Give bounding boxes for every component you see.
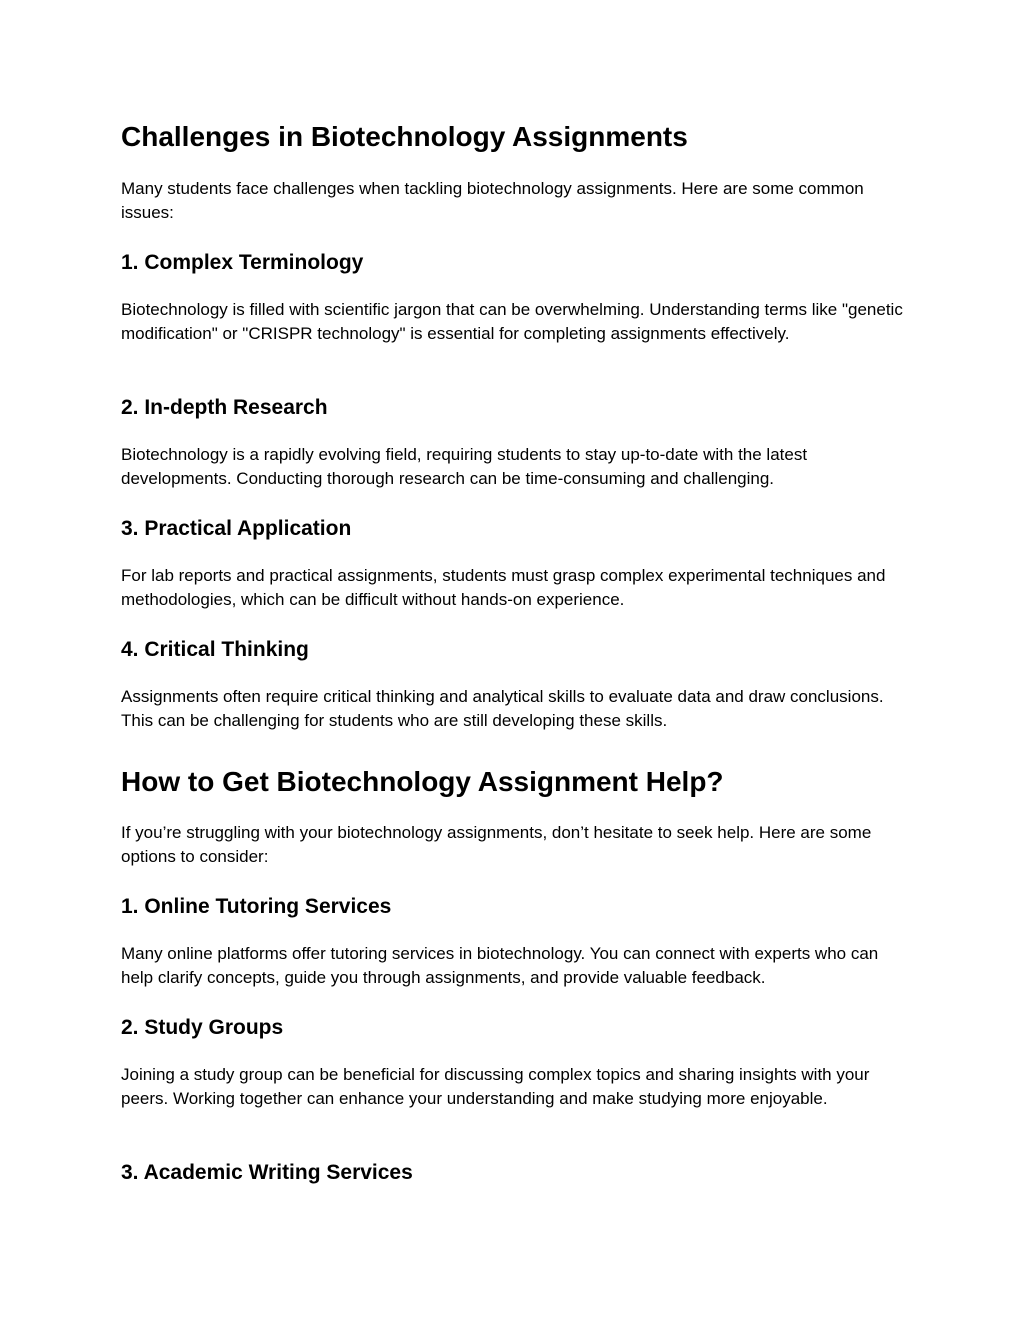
paragraph-practical-application: For lab reports and practical assignments, students must grasp complex experimental techniques and methodologies, which can be difficult without hands-on experience. (121, 566, 886, 609)
subheading-critical-thinking: 4. Critical Thinking (121, 638, 309, 661)
subheading-in-depth-research: 2. In-depth Research (121, 396, 328, 419)
subheading-online-tutoring: 1. Online Tutoring Services (121, 895, 392, 918)
paragraph-complex-terminology: Biotechnology is filled with scientific jargon that can be overwhelming. Understanding terms like "genetic modification" or "CRISPR technology" is essential for completing assignments effectively. (121, 300, 903, 343)
section-intro-get-help: If you’re struggling with your biotechnology assignments, don’t hesitate to seek help. Here are some options to consider: (121, 823, 872, 866)
subheading-practical-application: 3. Practical Application (121, 517, 352, 540)
section-intro-challenges: Many students face challenges when tackling biotechnology assignments. Here are some common issues: (121, 179, 864, 222)
section-title-get-help: How to Get Biotechnology Assignment Help? (121, 766, 724, 797)
subheading-academic-writing: 3. Academic Writing Services (121, 1161, 413, 1184)
paragraph-study-groups: Joining a study group can be beneficial for discussing complex topics and sharing insights with your peers. Working together can enhance your understanding and make studying more enjoyable. (121, 1065, 870, 1108)
subheading-study-groups: 2. Study Groups (121, 1016, 284, 1039)
subheading-complex-terminology: 1. Complex Terminology (121, 251, 364, 274)
paragraph-online-tutoring: Many online platforms offer tutoring services in biotechnology. You can connect with experts who can help clarify concepts, guide you through assignments, and provide valuable feedback. (121, 944, 879, 987)
paragraph-in-depth-research: Biotechnology is a rapidly evolving field, requiring students to stay up-to-date with the latest developments. Conducting thorough research can be time-consuming and challenging. (121, 445, 808, 488)
section-title-challenges: Challenges in Biotechnology Assignments (121, 121, 688, 152)
paragraph-critical-thinking: Assignments often require critical thinking and analytical skills to evaluate data and draw conclusions. This can be challenging for students who are still developing these skills. (121, 687, 884, 730)
